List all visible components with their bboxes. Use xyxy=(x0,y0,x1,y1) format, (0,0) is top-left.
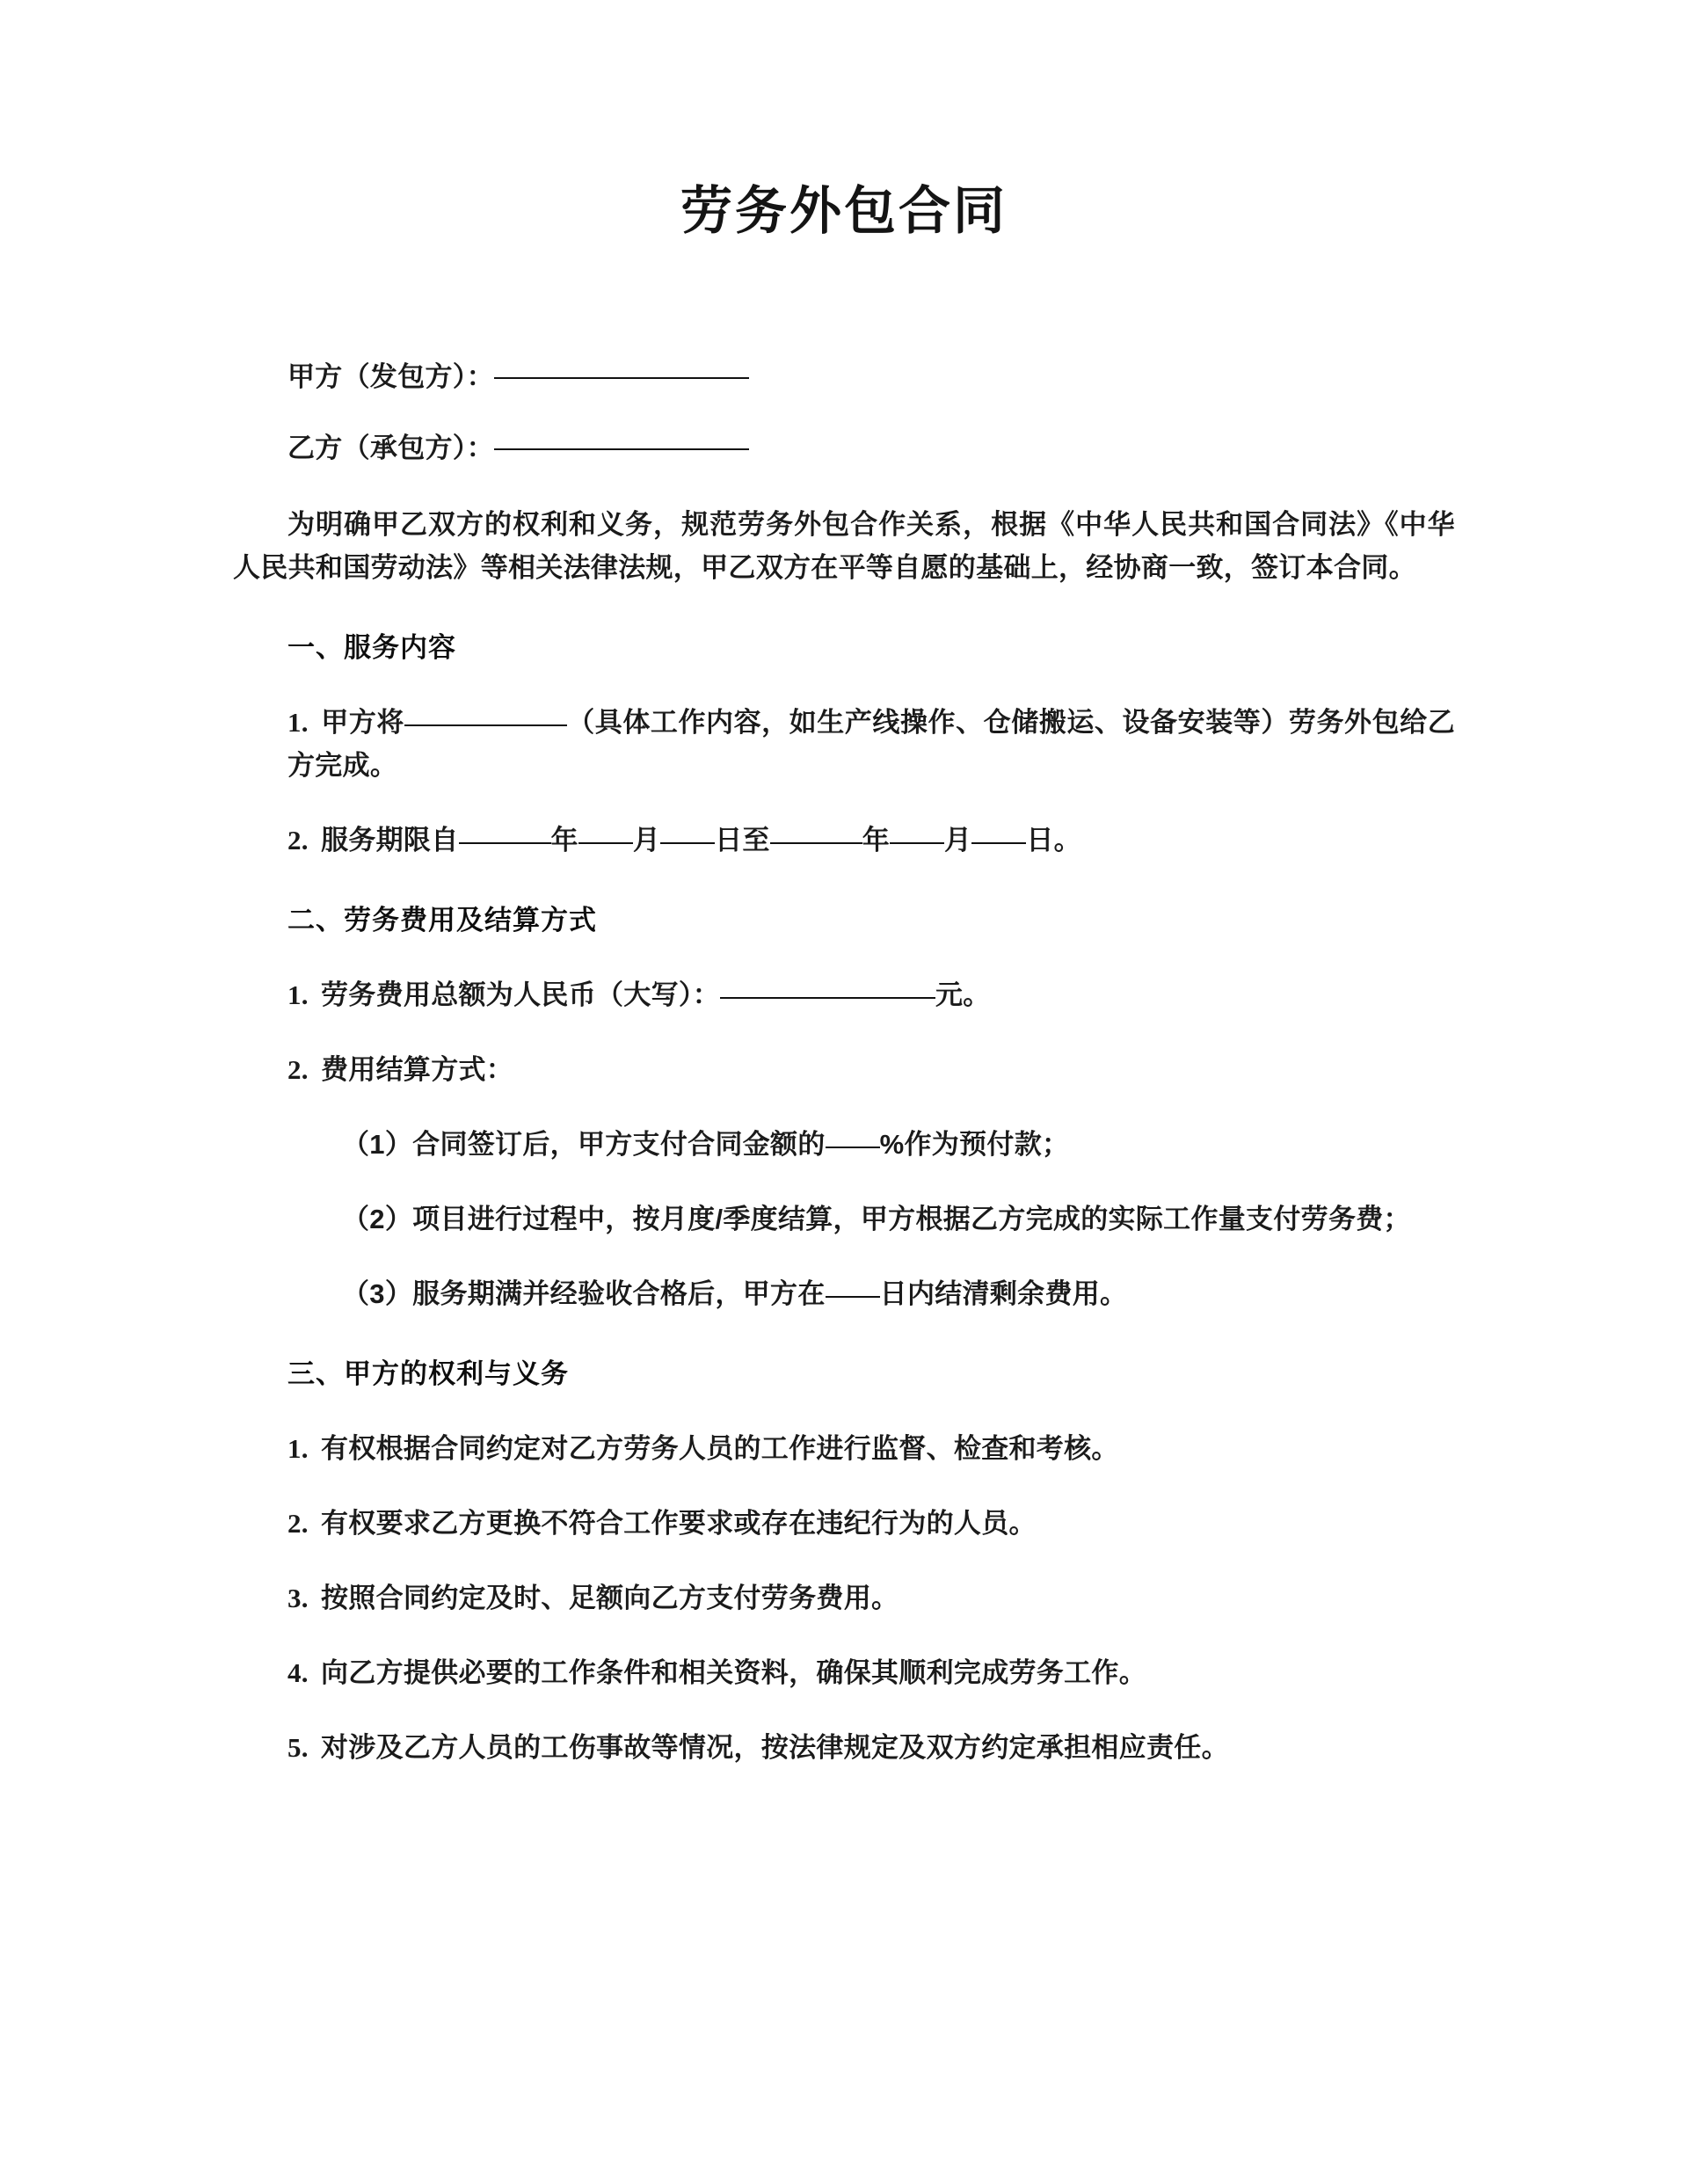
section-3-item-2 xyxy=(233,1502,1455,1545)
end-year-blank[interactable] xyxy=(770,842,862,844)
subitem-text-after: 日内结清剩余费用。 xyxy=(879,1278,1128,1309)
item-number: 1. xyxy=(287,1432,309,1464)
period-text-5: 年 xyxy=(862,824,891,855)
party-line-jiafang xyxy=(233,355,1455,398)
party-label-yifang: 乙方（承包方）： xyxy=(287,432,494,463)
item-number: 2. xyxy=(287,824,309,855)
period-text-2: 年 xyxy=(550,824,578,855)
start-day-blank[interactable] xyxy=(660,842,715,844)
party-value-jiafang-blank[interactable] xyxy=(494,377,749,379)
period-text-7: 日。 xyxy=(1026,824,1081,855)
subitem-label: （1） xyxy=(342,1128,413,1160)
section-heading-2: 二、劳务费用及结算方式 xyxy=(287,904,597,935)
item-number: 1. xyxy=(287,706,309,738)
section-1-item-1 xyxy=(233,701,1455,787)
item-number: 2. xyxy=(287,1053,309,1085)
work-content-blank[interactable] xyxy=(404,724,567,726)
page-title: 劳务外包合同 xyxy=(680,182,1008,240)
settlement-days-blank[interactable] xyxy=(826,1296,880,1298)
section-2-item-2 xyxy=(233,1048,1455,1091)
end-month-blank[interactable] xyxy=(890,842,944,844)
item-number: 5. xyxy=(287,1731,309,1763)
period-text-6: 月 xyxy=(944,824,972,855)
item-text: 有权要求乙方更换不符合工作要求或存在违纪行为的人员。 xyxy=(321,1507,1037,1539)
period-text-1: 服务期限自 xyxy=(321,824,459,855)
prepayment-percent-blank[interactable] xyxy=(826,1147,880,1148)
document-body xyxy=(233,0,1455,2184)
total-fee-blank[interactable] xyxy=(720,997,935,999)
item-text: 向乙方提供必要的工作条件和相关资料，确保其顺利完成劳务工作。 xyxy=(321,1656,1146,1688)
fee-text-after: 元。 xyxy=(935,979,991,1010)
section-3-item-5 xyxy=(233,1726,1455,1769)
fee-text-before: 劳务费用总额为人民币（大写）： xyxy=(321,979,720,1010)
start-month-blank[interactable] xyxy=(578,842,633,844)
item-text: 费用结算方式： xyxy=(321,1053,514,1085)
section-2-subitem-2 xyxy=(233,1198,1455,1241)
item-text: 有权根据合同约定对乙方劳务人员的工作进行监督、检查和考核。 xyxy=(321,1432,1119,1464)
section-2-item-1 xyxy=(233,973,1455,1016)
subitem-label: （3） xyxy=(342,1278,413,1309)
item-number: 2. xyxy=(287,1507,309,1539)
subitem-text-before: 服务期满并经验收合格后，甲方在 xyxy=(412,1278,826,1309)
section-3-item-4 xyxy=(233,1651,1455,1694)
intro-paragraph: 为明确甲乙双方的权利和义务，规范劳务外包合作关系，根据《中华人民共和国合同法》《中华人民共和国劳动法》等相关法律法规，甲乙双方在平等自愿的基础上，经协商一致，签订本合同。 xyxy=(233,508,1455,583)
start-year-blank[interactable] xyxy=(459,842,551,844)
item-text: 对涉及乙方人员的工伤事故等情况，按法律规定及双方约定承担相应责任。 xyxy=(321,1731,1229,1763)
section-heading-3: 三、甲方的权利与义务 xyxy=(287,1358,569,1389)
subitem-label: （2） xyxy=(342,1203,413,1234)
section-3-item-3 xyxy=(233,1576,1455,1620)
party-value-yifang-blank[interactable] xyxy=(494,448,749,450)
period-text-4: 日至 xyxy=(715,824,770,855)
item-text-after: （具体工作内容，如生产线操作、仓储搬运、设备安装等）劳务外包给乙方完成。 xyxy=(287,706,1455,781)
subitem-text: 项目进行过程中，按月度/季度结算，甲方根据乙方完成的实际工作量支付劳务费； xyxy=(412,1203,1411,1234)
section-2-subitem-1 xyxy=(233,1123,1455,1166)
section-3-item-1 xyxy=(233,1427,1455,1470)
item-text: 按照合同约定及时、足额向乙方支付劳务费用。 xyxy=(321,1582,899,1613)
section-1-item-2 xyxy=(233,819,1455,862)
period-text-3: 月 xyxy=(632,824,661,855)
item-number: 4. xyxy=(287,1656,309,1688)
end-day-blank[interactable] xyxy=(971,842,1026,844)
item-number: 1. xyxy=(287,979,309,1010)
subitem-text-before: 合同签订后，甲方支付合同金额的 xyxy=(412,1128,826,1160)
section-heading-1: 一、服务内容 xyxy=(287,631,456,663)
subitem-text-after: %作为预付款； xyxy=(879,1128,1070,1160)
party-label-jiafang: 甲方（发包方）： xyxy=(287,360,494,392)
parties-block xyxy=(233,355,1455,470)
item-text-before: 甲方将 xyxy=(321,706,404,738)
section-2-subitem-3 xyxy=(233,1272,1455,1315)
item-number: 3. xyxy=(287,1582,309,1613)
party-line-yifang xyxy=(233,426,1455,470)
